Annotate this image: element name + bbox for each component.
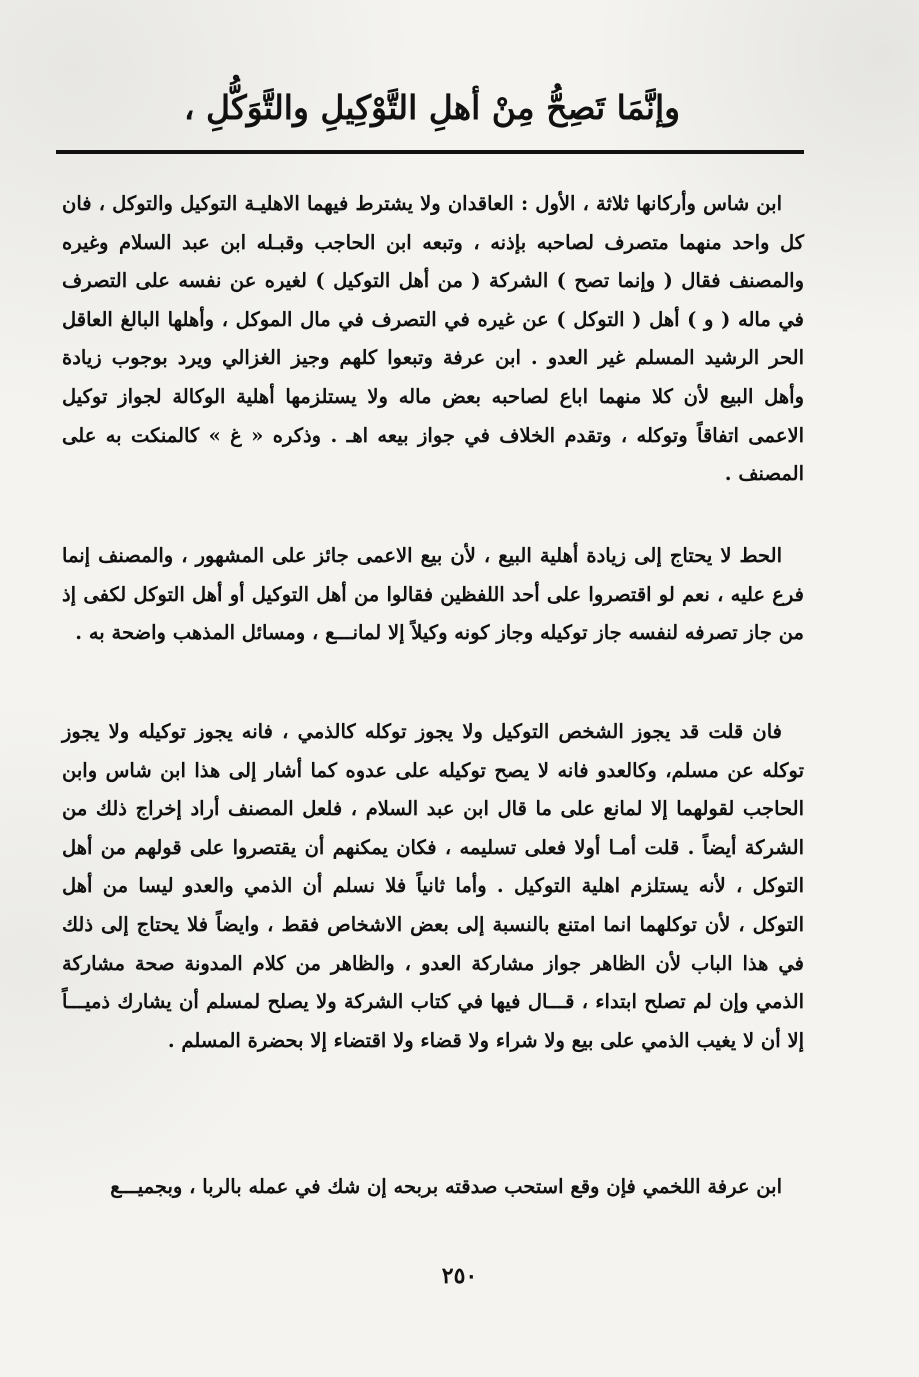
paragraph: الحط لا يحتاج إلى زيادة أهلية البيع ، لأن بيع الاعمى جائز على المشهور ، والمصنف إنما فرع عليه ، نعم لو اقتصروا على أحد اللفظين فقالوا من أهل التوكيل أو أهل التوكل لكفى إذ من جاز تصرفه لنفسه جاز توكيله وجاز كونه وكيلاً إلا لمانـــع ، ومسائل المذهب واضحة به . [62,544,804,645]
paragraph: ابن شاس وأركانها ثلاثة ، الأول : العاقدان ولا يشترط فيهما الاهليـة التوكيل والتوكل ، فان كل واحد منهما متصرف لصاحبه بإذنه ، وتبعه ابن الحاجب وقبـله ابن عبد السلام وغيره والمصنف فقال ( وإنما تصح ) الشركة ( من أهل التوكيل ) لغيره عن نفسه على التصرف في ماله ( و ) أهل ( التوكل ) عن غيره في التصرف في مال الموكل ، وأهلها البالغ العاقل الحر الرشيد المسلم غير العدو . ابن عرفة وتبعوا كلهم وجيز الغزالي ويرد بوجوب زيادة وأهل البيع لأن كلا منهما اباع لصاحبه بعض ماله ولا يستلزمها أهلية الوكالة لجواز توكيل الاعمى اتفاقاً وتوكله ، وتقدم الخلاف في جواز بيعه اهـ . وذكره « غ » كالمنكت به على المصنف . [62,192,804,486]
page-title: وإنَّمَا تَصِحُّ مِنْ أهلِ التَّوْكِيلِ والتَّوَكُّلِ ، [183,88,681,127]
header-rule [56,150,804,154]
body-text [62,185,804,1208]
paragraph: ابن عرفة اللخمي فإن وقع استحب صدقته بربحه إن شك في عمله بالربا ، وبجميـــع [110,1175,782,1198]
paragraph: فان قلت قد يجوز الشخص التوكيل ولا يجوز توكله كالذمي ، فانه يجوز توكيله ولا يجوز توكله عن مسلم، وكالعدو فانه لا يصح توكيله على عدوه كما أشار إلى هذا ابن شاس وابن الحاجب لقولهما إلا لمانع على ما قال ابن عبد السلام ، فلعل المصنف أراد إخراج ذلك من الشركة أيضاً . قلت أمـا أولا فعلى تسليمه ، فكان يمكنهم أن يقتصروا على قولهم من أهل التوكل ، لأنه يستلزم اهلية التوكيل . وأما ثانياً فلا نسلم أن الذمي والعدو ليسا من أهل التوكل ، لأن توكلهما انما امتنع بالنسبة إلى بعض الاشخاص فقط ، وايضاً فلا يحتاج إلى ذلك في هذا الباب لأن الظاهر جواز مشاركة العدو ، والظاهر من كلام المدونة صحة مشاركة الذمي وإن لم تصلح ابتداء ، قـــال فيها في كتاب الشركة ولا يصلح لمسلم أن يشارك ذميـــاً إلا أن لا يغيب الذمي على بيع ولا شراء ولا قضاء ولا اقتضاء إلا بحضرة المسلم . [62,720,804,1052]
page-number: ٢٥٠ [441,1263,478,1289]
